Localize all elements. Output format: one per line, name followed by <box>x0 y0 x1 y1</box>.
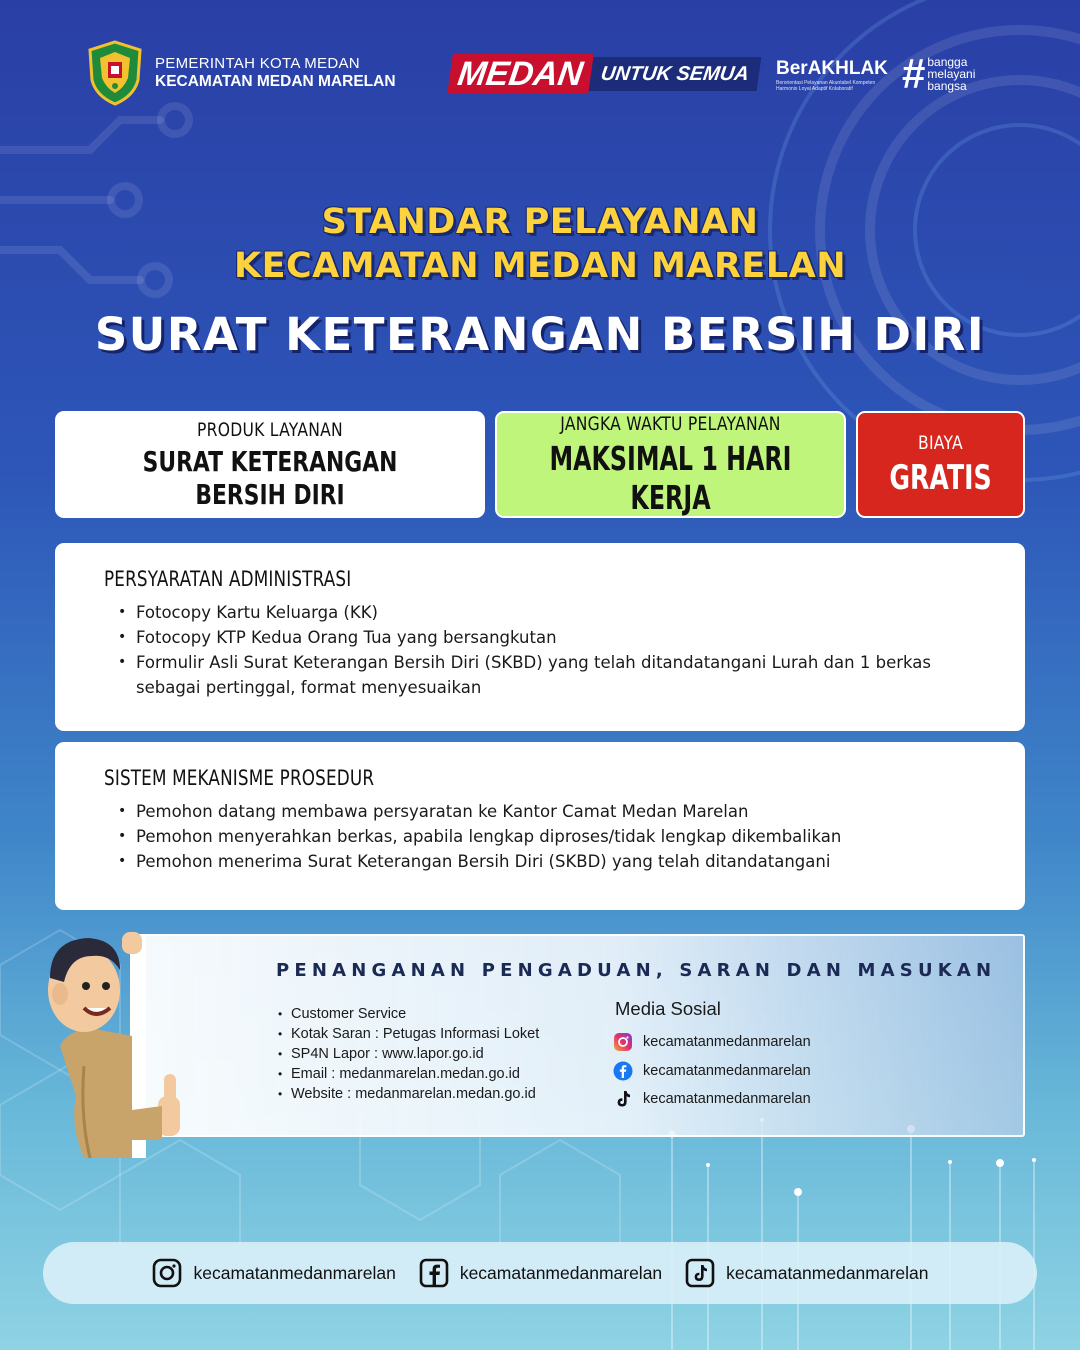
list-item: • Pemohon menyerahkan berkas, apabila lengkap diproses/tidak lengkap dikembalikan <box>104 824 985 849</box>
contact-list <box>278 1004 539 1104</box>
footer-facebook-handle: kecamatanmedanmarelan <box>459 1262 663 1283</box>
civil-servant-mascot <box>40 926 210 1158</box>
biaya-box <box>856 411 1025 518</box>
produk-value: SURAT KETERANGAN BERSIH DIRI <box>142 444 398 511</box>
pengaduan-title: PENANGANAN PENGADUAN, SARAN DAN MASUKAN <box>276 960 997 981</box>
prosedur-title: SISTEM MEKANISME PROSEDUR <box>104 766 375 790</box>
bangga-line-1: bangga <box>927 55 968 69</box>
facebook-icon <box>613 1061 633 1081</box>
bangga-melayani-bangsa-logo <box>902 50 976 97</box>
main-title: SURAT KETERANGAN BERSIH DIRI <box>94 308 986 361</box>
gov-line-2: KECAMATAN MEDAN MARELAN <box>155 73 396 90</box>
contact-item[interactable]: • Website : medanmarelan.medan.go.id <box>278 1084 539 1104</box>
medan-city-emblem-icon <box>86 40 144 106</box>
list-item: • Fotocopy KTP Kedua Orang Tua yang bersangkutan <box>104 625 985 650</box>
tagline-medan: MEDAN <box>447 54 593 94</box>
list-item: • Pemohon datang membawa persyaratan ke Kantor Camat Medan Marelan <box>104 799 985 824</box>
government-name <box>155 55 396 91</box>
medan-untuk-semua-logo <box>450 54 758 94</box>
media-row-instagram[interactable] <box>613 1032 811 1052</box>
bangga-line-2: melayani <box>927 67 976 81</box>
persyaratan-title: PERSYARATAN ADMINISTRASI <box>104 567 352 591</box>
persyaratan-list <box>104 600 985 700</box>
facebook-handle: kecamatanmedanmarelan <box>643 1063 811 1079</box>
produk-label: PRODUK LAYANAN <box>197 418 343 441</box>
instagram-icon <box>613 1032 633 1052</box>
footer-tiktok[interactable] <box>684 1257 928 1289</box>
tiktok-handle: kecamatanmedanmarelan <box>643 1091 811 1107</box>
berakhlak-title: BerAKHLAK <box>776 58 888 79</box>
bangga-words <box>927 56 975 92</box>
tagline-untuk-semua: UNTUK SEMUA <box>588 57 761 91</box>
tiktok-icon <box>684 1257 716 1289</box>
jangka-waktu-box <box>495 411 846 518</box>
berakhlak-subtitle: Berorientasi Pelayanan Akuntabel Kompeten Harmonis Loyal Adaptif Kolaboratif <box>776 80 876 92</box>
biaya-label: BIAYA <box>918 431 963 454</box>
waktu-label: JANGKA WAKTU PELAYANAN <box>560 412 781 435</box>
contact-item: • Customer Service <box>278 1004 539 1024</box>
footer-instagram-handle: kecamatanmedanmarelan <box>193 1262 396 1283</box>
list-item: • Fotocopy Kartu Keluarga (KK) <box>104 600 985 625</box>
waktu-value: MAKSIMAL 1 HARI KERJA <box>549 438 792 517</box>
prosedur-list <box>104 799 985 874</box>
persyaratan-section <box>55 543 1025 731</box>
produk-layanan-box <box>55 411 485 518</box>
contact-item[interactable]: • Email : medanmarelan.medan.go.id <box>278 1064 539 1084</box>
berakhlak-logo <box>776 58 896 92</box>
prosedur-section <box>55 742 1025 910</box>
gov-line-1: PEMERINTAH KOTA MEDAN <box>155 55 360 72</box>
title-standar-pelayanan: STANDAR PELAYANAN <box>321 202 759 242</box>
contact-item[interactable]: • SP4N Lapor : www.lapor.go.id <box>278 1044 539 1064</box>
media-row-facebook[interactable] <box>613 1061 811 1081</box>
footer-social-bar <box>43 1242 1037 1304</box>
contact-item: • Kotak Saran : Petugas Informasi Loket <box>278 1024 539 1044</box>
bangga-line-3: bangsa <box>927 79 967 93</box>
title-kecamatan: KECAMATAN MEDAN MARELAN <box>233 246 847 286</box>
footer-facebook[interactable] <box>418 1257 662 1289</box>
biaya-value: GRATIS <box>889 457 992 498</box>
bangga-hash: # <box>902 50 926 97</box>
footer-tiktok-handle: kecamatanmedanmarelan <box>726 1262 929 1283</box>
media-row-tiktok[interactable] <box>613 1089 811 1109</box>
facebook-icon <box>418 1257 450 1289</box>
list-item: • Formulir Asli Surat Keterangan Bersih Diri (SKBD) yang telah ditandatangani Lurah dan 1 berkas sebagai pertinggal, format menyesuaikan <box>104 650 985 700</box>
instagram-handle: kecamatanmedanmarelan <box>643 1034 811 1050</box>
footer-instagram[interactable] <box>151 1257 395 1289</box>
media-sosial-title: Media Sosial <box>615 998 721 1019</box>
pengaduan-panel <box>130 934 1025 1137</box>
instagram-icon <box>151 1257 183 1289</box>
header-government <box>86 40 396 106</box>
list-item: • Pemohon menerima Surat Keterangan Bersih Diri (SKBD) yang telah ditandatangani <box>104 849 985 874</box>
tiktok-icon <box>613 1089 633 1109</box>
